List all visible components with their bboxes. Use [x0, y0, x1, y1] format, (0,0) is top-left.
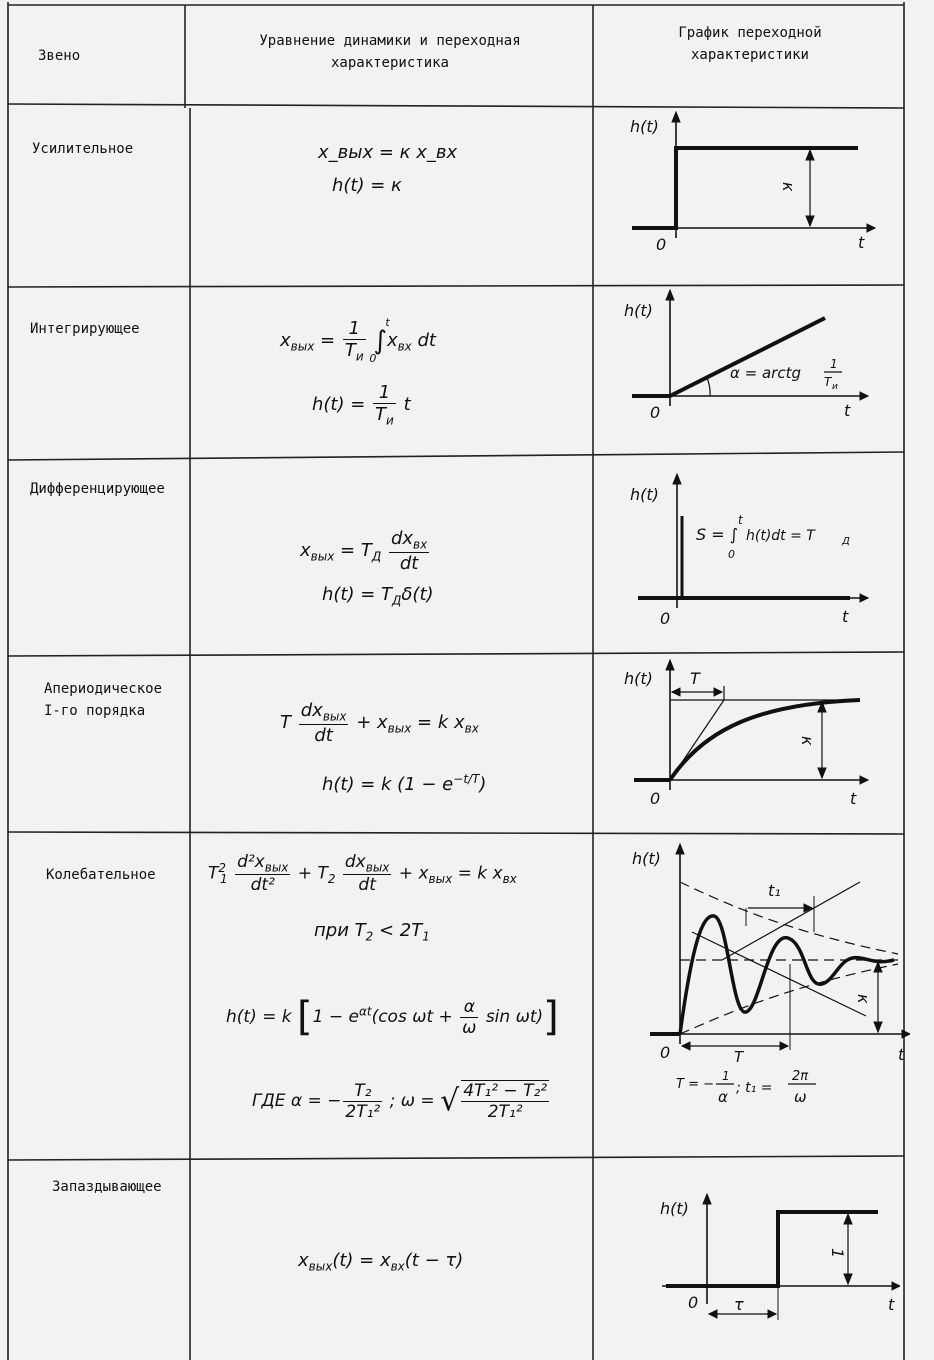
row6-graph-origin: 0 — [688, 1293, 699, 1312]
row6-eq1-mid-sub: вх — [390, 1259, 405, 1274]
row1-eq2: h(t) = к — [332, 175, 402, 196]
row2-eq1-body-sub: вх — [397, 339, 412, 354]
row6-eq1-x: x — [298, 1250, 309, 1271]
row3-graph-origin: 0 — [660, 609, 671, 628]
row1-graph-h: h(t) — [630, 117, 659, 136]
row2-integral — [369, 315, 390, 365]
row5-graph-k: к — [854, 994, 873, 1004]
row4-name — [44, 678, 162, 722]
row5-eq1-n2-t: dx — [344, 852, 366, 872]
row5-graph-T: T — [734, 1048, 744, 1066]
row4-eq1-T: T — [280, 711, 291, 733]
row4-eq2-sup: −t/T — [453, 772, 480, 786]
row5-name: Колебательное — [46, 867, 156, 883]
row3-graph-S-up: t — [738, 513, 743, 527]
row5-eq1-plus-sub: 2 — [327, 872, 336, 887]
row4-graph-T: T — [690, 669, 700, 688]
row3-name: Дифференцирующее — [30, 481, 165, 497]
row4-eq2 — [322, 772, 486, 795]
row2-eq2 — [312, 382, 411, 428]
row3-graph-S-body: h(t)dt = T — [746, 528, 815, 544]
row2-eq1-tail: dt — [411, 329, 436, 351]
row5-cond — [314, 920, 430, 944]
header-col2-line2: характеристика — [330, 55, 449, 71]
row5-graph-t1: t₁ — [768, 881, 781, 900]
row2-eq1-sub: вых — [290, 339, 315, 354]
row3-graph-S-low: 0 — [728, 548, 735, 561]
row5-where-num: T₂ — [343, 1081, 382, 1102]
row4-name-line2: I-го порядка — [44, 703, 146, 719]
row2-eq1-den-sub: и — [355, 349, 364, 364]
row5-graph-note-T-den: α — [718, 1088, 728, 1106]
row6-eq1 — [298, 1250, 463, 1274]
row3-eq1-mid: = T — [334, 539, 372, 561]
row4-eq1 — [280, 700, 479, 746]
row2-eq2-prefix: h(t) = — [312, 393, 372, 415]
row4-eq2-tail: ) — [479, 774, 487, 795]
row2-eq2-den-sub: и — [386, 413, 394, 428]
row5-cond-sub: 2 — [365, 929, 374, 944]
header-col3-line1: График переходной — [678, 25, 822, 41]
row5-graph-origin: 0 — [660, 1043, 671, 1062]
row5-omega-den: 2T₁² — [487, 1102, 523, 1122]
row2-eq2-tail: t — [397, 393, 411, 415]
row5-eq1-d1: dt² — [250, 875, 275, 896]
row2-graph-h: h(t) — [624, 301, 653, 320]
row2-graph-den: T — [824, 375, 832, 389]
row1-graph — [610, 110, 900, 270]
row2-name: Интегрирующее — [30, 321, 140, 337]
row4-eq1-num — [299, 700, 349, 725]
row2-eq2-frac — [373, 382, 396, 428]
header-link — [38, 45, 80, 67]
row5-omega-frac — [461, 1080, 549, 1122]
row3-graph-h: h(t) — [630, 485, 659, 504]
row6-graph-tau: τ — [734, 1295, 744, 1314]
row2-eq1-num: 1 — [343, 318, 366, 340]
row5-omega-num: 4T₁² − T₂² — [463, 1081, 548, 1101]
row5-graph-t: t — [898, 1045, 905, 1064]
row5-eq1-n2 — [343, 852, 392, 875]
row2-int-upper: t — [385, 315, 390, 329]
row4-graph-k: к — [798, 736, 817, 746]
row2-graph-t: t — [844, 401, 851, 420]
row4-eq1-num-t: dx — [300, 700, 323, 721]
row5-heq-inner: 1 − e — [312, 1007, 359, 1027]
row5-sqrt-icon: √ — [440, 1083, 460, 1119]
row5-eq1-rest: + x — [393, 863, 429, 884]
row5-heq-num: α — [460, 997, 478, 1018]
header-col2-line1: Уравнение динамики и переходная — [259, 33, 521, 49]
row1-eq1-text: x_вых = к x_вх — [318, 142, 458, 163]
row2-eq1-frac — [343, 318, 366, 364]
row4-graph — [610, 656, 900, 826]
row3-graph-t: t — [842, 607, 849, 626]
row5-heq-t: h(t) = k — [226, 1007, 298, 1027]
row3-eq1-sub: вых — [310, 549, 335, 564]
row3-eq1-x: x — [300, 539, 311, 561]
row5-eq1 — [208, 852, 517, 895]
row4-eq1-plus: + x — [350, 711, 388, 733]
row2-eq1-den — [343, 340, 366, 364]
header-col1: Звено — [38, 48, 81, 64]
row5-graph — [610, 836, 910, 1126]
row5-eq1-n1-sub: вых — [264, 860, 289, 875]
row2-eq2-den — [373, 404, 396, 428]
row5-heq-inner2: (cos ωt + — [371, 1007, 459, 1027]
row2-graph-origin: 0 — [650, 403, 661, 422]
row5-where — [252, 1080, 551, 1122]
row5-graph-h: h(t) — [632, 849, 661, 868]
row6-eq1-tail: (t − τ) — [404, 1250, 464, 1271]
row3-eq2-tail: δ(t) — [401, 584, 434, 605]
row3-graph — [610, 458, 900, 638]
row2-eq2-num: 1 — [373, 382, 396, 404]
row5-heq-close: ] — [543, 994, 559, 1040]
row4-graph-t: t — [850, 789, 857, 808]
row6-graph-one: 1 — [828, 1248, 847, 1259]
row3-eq1-num-sub: вх — [413, 537, 428, 552]
row5-eq1-frac1 — [235, 852, 290, 895]
row5-graph-note-T-num: 1 — [722, 1069, 730, 1083]
row4-eq1-plus-sub: вых — [387, 721, 412, 736]
row1-eq1 — [318, 142, 457, 163]
row5-eq1-d2: dt — [358, 875, 376, 896]
row5-heq-den: ω — [462, 1017, 477, 1038]
row2-eq2-den-t: T — [375, 404, 387, 425]
row5-eq1-rhs: = k x — [452, 863, 503, 884]
row5-graph-note-t1-den: ω — [794, 1088, 807, 1106]
row4-eq1-rhs-sub: вх — [464, 721, 479, 736]
row5-graph-note-sep: ; t₁ = — [736, 1080, 773, 1096]
row1-graph-t: t — [858, 233, 865, 252]
row5-where-den: 2T₁² — [345, 1101, 381, 1122]
row6-graph-t: t — [888, 1295, 895, 1314]
row3-graph-S-sub: Д — [842, 536, 850, 547]
row4-eq1-frac — [299, 700, 349, 746]
row6-eq1-sub: вых — [308, 1259, 333, 1274]
row2-eq1-x: x — [280, 329, 291, 351]
row3-eq2 — [322, 584, 434, 608]
row5-heq — [226, 994, 559, 1040]
row6-eq1-mid: (t) = x — [332, 1250, 391, 1271]
row5-cond-t: при T — [314, 920, 366, 941]
row1-graph-origin: 0 — [656, 235, 667, 254]
row5-cond-sub2: 1 — [422, 929, 430, 944]
row5-graph-note-t1-num: 2π — [792, 1069, 809, 1084]
row5-where-sep: ; ω = — [384, 1091, 441, 1111]
row2-int-sign: ∫ — [373, 325, 387, 356]
row5-heq-frac — [460, 997, 478, 1038]
row6-graph-h: h(t) — [660, 1199, 689, 1218]
row3-eq2-sub: Д — [392, 593, 402, 608]
row5-eq1-n1 — [235, 852, 290, 875]
row5-heq-open: [ — [297, 994, 313, 1040]
row5-where-t: ГДЕ α = − — [252, 1091, 342, 1111]
row3-eq1-num-t: dx — [390, 528, 414, 549]
row5-heq-sup: αt — [358, 1004, 372, 1019]
row2-graph-alpha: α = arctg — [730, 364, 802, 382]
header-equation — [195, 30, 585, 74]
row3-eq1-den: dt — [399, 552, 419, 574]
row5-heq-inner3: sin ωt) — [480, 1007, 544, 1027]
row6-graph — [610, 1180, 900, 1340]
header-graph — [600, 22, 900, 66]
row2-eq1: $x_{вых}$ = $\frac{1}{T_и}$ ∫ t 0 $x_{вх}$ dt — [280, 315, 436, 365]
row2-eq1-den-t: T — [344, 340, 356, 361]
row1-graph-k: к — [779, 182, 798, 192]
row5-eq1-T1-sup: 2 — [218, 861, 227, 876]
row2-graph-den-sub: и — [832, 382, 838, 392]
row3-eq2-t: h(t) = T — [322, 584, 393, 605]
row5-eq1-T1: T — [208, 863, 219, 884]
row4-graph-origin: 0 — [650, 789, 661, 808]
row5-eq1-n2-sub: вых — [365, 860, 390, 875]
row2-graph — [610, 288, 900, 438]
row3-graph-S: S = ∫ — [696, 525, 739, 544]
row5-graph-note-T: T = − — [676, 1077, 714, 1092]
row2-int-lower: 0 — [369, 351, 377, 365]
header-col3-line2: характеристики — [690, 47, 809, 63]
row5-eq1-frac2 — [343, 852, 392, 895]
row4-name-line1: Апериодическое — [44, 681, 163, 697]
row6-name: Запаздывающее — [52, 1179, 162, 1195]
row2-graph-num: 1 — [830, 357, 838, 371]
row3-eq1-mid-sub: Д — [371, 549, 382, 564]
row5-where-frac — [343, 1081, 382, 1122]
row4-eq1-den: dt — [314, 724, 333, 746]
row5-eq1-n1-t: d²x — [237, 852, 265, 872]
row3-eq1 — [300, 528, 431, 574]
row3-eq1-num — [389, 528, 429, 553]
row5-eq1-rest-sub: вых — [428, 872, 453, 887]
row5-eq1-rhs-sub: вх — [502, 872, 517, 887]
row4-eq2-t: h(t) = k (1 − e — [322, 774, 454, 795]
row5-cond-mid: < 2T — [373, 920, 423, 941]
row2-eq1-body: x — [386, 329, 398, 351]
row1-name: Усилительное — [32, 141, 134, 157]
row3-eq1-frac — [389, 528, 429, 574]
row5-eq1-plus: + T — [292, 863, 328, 884]
row4-eq1-rhs: = k x — [411, 711, 465, 733]
row5-eq1-T1-sub: 1 — [220, 872, 228, 887]
row4-eq1-num-sub: вых — [322, 709, 347, 724]
row4-graph-h: h(t) — [624, 669, 653, 688]
